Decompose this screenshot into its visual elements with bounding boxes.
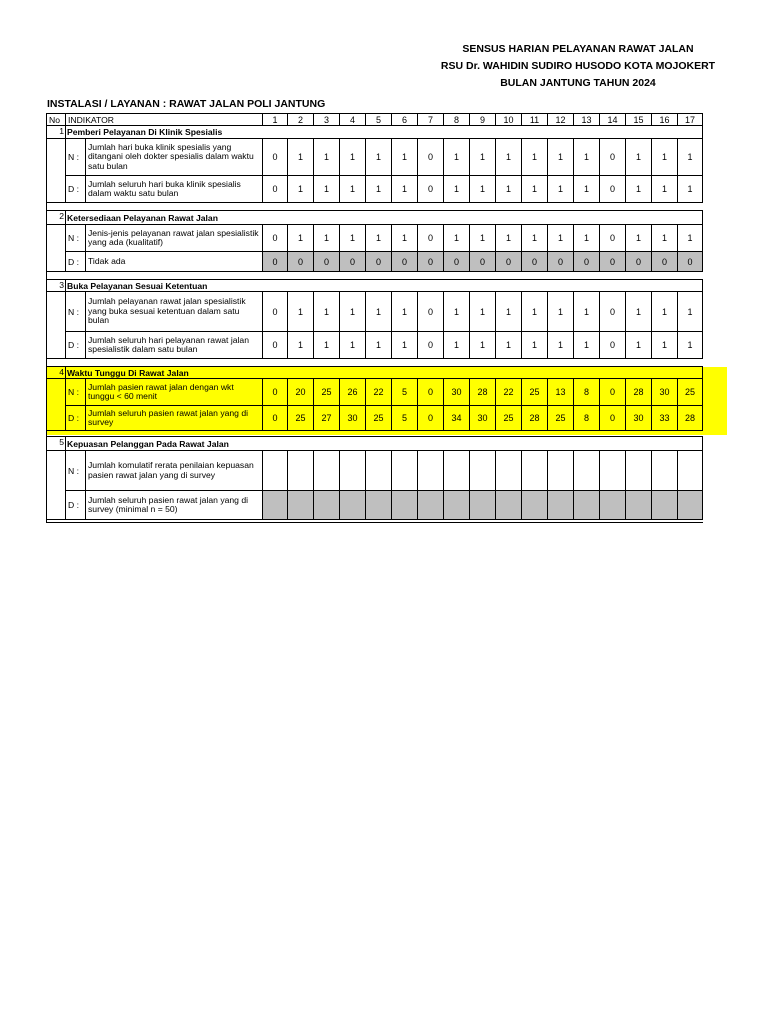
- day-value: 0: [314, 252, 340, 272]
- indicator-row: [47, 406, 703, 431]
- day-value: [392, 451, 418, 491]
- day-value: 0: [263, 252, 288, 272]
- report-title: SENSUS HARIAN PELAYANAN RAWAT JALAN: [462, 43, 694, 55]
- day-value: [366, 491, 392, 520]
- indicator-row: [47, 139, 703, 176]
- day-value: 1: [392, 139, 418, 176]
- day-value: 1: [470, 292, 496, 332]
- day-value: 25: [678, 379, 703, 406]
- section-title: Waktu Tunggu Di Rawat Jalan: [66, 367, 703, 379]
- day-header: 11: [522, 114, 548, 126]
- day-value: [444, 451, 470, 491]
- day-header: 14: [600, 114, 626, 126]
- day-value: 1: [548, 139, 574, 176]
- day-value: [652, 491, 678, 520]
- day-value: 1: [626, 292, 652, 332]
- indicator-row: [47, 379, 703, 406]
- day-value: 1: [678, 176, 703, 203]
- day-value: 28: [522, 406, 548, 431]
- day-value: 1: [314, 176, 340, 203]
- day-value: 1: [652, 225, 678, 252]
- day-value: 1: [314, 225, 340, 252]
- day-value: 1: [470, 139, 496, 176]
- day-value: 1: [288, 139, 314, 176]
- indicator-row: [47, 491, 703, 520]
- day-value: 1: [548, 292, 574, 332]
- day-value: 1: [366, 292, 392, 332]
- day-value: 1: [496, 176, 522, 203]
- day-value: 1: [444, 292, 470, 332]
- day-value: 0: [418, 292, 444, 332]
- row-label: N :: [66, 292, 86, 332]
- day-value: 0: [263, 379, 288, 406]
- day-value: 1: [522, 176, 548, 203]
- col-indikator-header: INDIKATOR: [66, 114, 263, 126]
- row-label: N :: [66, 451, 86, 491]
- spacer-row: [47, 359, 703, 367]
- day-value: 1: [626, 176, 652, 203]
- day-value: 1: [288, 225, 314, 252]
- day-value: [263, 491, 288, 520]
- day-value: 1: [314, 292, 340, 332]
- day-value: 0: [263, 406, 288, 431]
- day-value: [652, 451, 678, 491]
- day-value: 1: [340, 292, 366, 332]
- day-value: [626, 491, 652, 520]
- section-row: [47, 367, 703, 379]
- day-value: 1: [444, 139, 470, 176]
- day-value: 1: [340, 332, 366, 359]
- institution-label: INSTALASI / LAYANAN : RAWAT JALAN POLI JANTUNG: [47, 98, 326, 110]
- day-value: 1: [366, 176, 392, 203]
- section-number: 4: [47, 367, 66, 379]
- day-value: [418, 491, 444, 520]
- row-label: N :: [66, 139, 86, 176]
- day-value: 1: [470, 332, 496, 359]
- day-value: 1: [678, 292, 703, 332]
- day-value: 1: [314, 332, 340, 359]
- indicator-row: [47, 252, 703, 272]
- day-value: [522, 451, 548, 491]
- day-value: 1: [288, 332, 314, 359]
- day-value: 1: [392, 225, 418, 252]
- day-header: 8: [444, 114, 470, 126]
- indicator-text: Jenis-jenis pelayanan rawat jalan spesialistik yang ada (kualitatif): [86, 225, 263, 252]
- day-value: 22: [496, 379, 522, 406]
- day-value: 0: [600, 379, 626, 406]
- day-value: 28: [470, 379, 496, 406]
- day-value: 28: [678, 406, 703, 431]
- day-value: 0: [626, 252, 652, 272]
- day-value: [678, 451, 703, 491]
- day-header: 10: [496, 114, 522, 126]
- day-value: 0: [340, 252, 366, 272]
- day-value: 1: [626, 139, 652, 176]
- day-value: 25: [366, 406, 392, 431]
- day-value: 0: [600, 139, 626, 176]
- day-value: 1: [678, 139, 703, 176]
- day-value: 0: [418, 332, 444, 359]
- spacer-row: [47, 272, 703, 280]
- day-value: 5: [392, 379, 418, 406]
- day-value: 1: [522, 292, 548, 332]
- day-value: 26: [340, 379, 366, 406]
- day-value: 0: [496, 252, 522, 272]
- day-value: 1: [522, 225, 548, 252]
- day-header: 15: [626, 114, 652, 126]
- day-value: [470, 451, 496, 491]
- day-value: 1: [522, 139, 548, 176]
- day-value: 0: [263, 176, 288, 203]
- day-value: 1: [470, 225, 496, 252]
- day-value: 1: [574, 225, 600, 252]
- row-label: D :: [66, 491, 86, 520]
- day-value: 30: [340, 406, 366, 431]
- day-value: 1: [548, 176, 574, 203]
- day-value: 1: [366, 332, 392, 359]
- day-value: 28: [626, 379, 652, 406]
- day-value: 0: [263, 225, 288, 252]
- day-value: 25: [522, 379, 548, 406]
- indicator-text: Jumlah komulatif rerata penilaian kepuasan pasien rawat jalan yang di survey: [86, 451, 263, 491]
- day-value: 1: [444, 176, 470, 203]
- row-label: D :: [66, 252, 86, 272]
- day-value: [548, 451, 574, 491]
- day-value: 25: [548, 406, 574, 431]
- census-table: [46, 113, 703, 523]
- day-header: 13: [574, 114, 600, 126]
- day-value: 0: [288, 252, 314, 272]
- day-value: 30: [470, 406, 496, 431]
- day-value: 1: [652, 176, 678, 203]
- day-value: [626, 451, 652, 491]
- day-value: 0: [600, 332, 626, 359]
- indicator-text: Jumlah seluruh pasien rawat jalan yang di survey (minimal n = 50): [86, 491, 263, 520]
- day-value: 1: [496, 332, 522, 359]
- day-value: 1: [678, 225, 703, 252]
- day-value: [340, 491, 366, 520]
- day-value: 30: [652, 379, 678, 406]
- header-row: [47, 114, 703, 126]
- day-value: [418, 451, 444, 491]
- day-value: 0: [418, 406, 444, 431]
- table-body: [47, 114, 703, 523]
- day-value: [314, 491, 340, 520]
- day-header: 3: [314, 114, 340, 126]
- indicator-text: Jumlah seluruh pasien rawat jalan yang di survey: [86, 406, 263, 431]
- day-value: [263, 451, 288, 491]
- day-value: 1: [574, 176, 600, 203]
- day-value: [574, 451, 600, 491]
- indicator-text: Jumlah seluruh hari buka klinik spesialis dalam waktu satu bulan: [86, 176, 263, 203]
- day-value: 5: [392, 406, 418, 431]
- indicator-text: Tidak ada: [86, 252, 263, 272]
- section-row: [47, 280, 703, 292]
- day-header: 1: [263, 114, 288, 126]
- day-value: 25: [496, 406, 522, 431]
- indicator-text: Jumlah hari buka klinik spesialis yang ditangani oleh dokter spesialis dalam waktu satu bulan: [86, 139, 263, 176]
- section-title: Pemberi Pelayanan Di Klinik Spesialis: [66, 126, 703, 139]
- day-value: 0: [444, 252, 470, 272]
- indicator-row: [47, 225, 703, 252]
- indicator-row: [47, 451, 703, 491]
- day-value: 20: [288, 379, 314, 406]
- day-value: 0: [263, 292, 288, 332]
- day-header: 6: [392, 114, 418, 126]
- day-value: 30: [626, 406, 652, 431]
- row-label: D :: [66, 332, 86, 359]
- day-value: 13: [548, 379, 574, 406]
- spacer-row: [47, 203, 703, 211]
- col-no-header: No: [47, 114, 66, 126]
- day-value: 0: [263, 139, 288, 176]
- day-value: 0: [600, 252, 626, 272]
- day-value: 1: [392, 292, 418, 332]
- day-value: 1: [496, 139, 522, 176]
- day-value: [366, 451, 392, 491]
- day-value: 1: [444, 332, 470, 359]
- section-number: 3: [47, 280, 66, 292]
- day-value: 34: [444, 406, 470, 431]
- day-value: [470, 491, 496, 520]
- day-value: 0: [263, 332, 288, 359]
- day-header: 5: [366, 114, 392, 126]
- section-number: 1: [47, 126, 66, 139]
- day-value: 0: [574, 252, 600, 272]
- spacer-row: [47, 520, 703, 523]
- day-value: 1: [548, 225, 574, 252]
- day-value: 0: [418, 225, 444, 252]
- day-value: 1: [366, 139, 392, 176]
- day-value: 33: [652, 406, 678, 431]
- day-value: 8: [574, 379, 600, 406]
- day-value: 1: [574, 292, 600, 332]
- day-header: 17: [678, 114, 703, 126]
- day-value: 0: [418, 379, 444, 406]
- day-value: 0: [392, 252, 418, 272]
- indicator-text: Jumlah seluruh hari pelayanan rawat jalan spesialistik dalam satu bulan: [86, 332, 263, 359]
- day-value: 1: [652, 292, 678, 332]
- row-label: N :: [66, 379, 86, 406]
- day-value: 1: [548, 332, 574, 359]
- day-value: 1: [288, 176, 314, 203]
- day-value: [444, 491, 470, 520]
- day-value: 27: [314, 406, 340, 431]
- day-value: 1: [470, 176, 496, 203]
- section-row: [47, 126, 703, 139]
- day-value: 0: [652, 252, 678, 272]
- day-value: 0: [600, 176, 626, 203]
- day-value: 22: [366, 379, 392, 406]
- day-value: 0: [548, 252, 574, 272]
- day-value: 1: [444, 225, 470, 252]
- day-header: 16: [652, 114, 678, 126]
- day-value: 1: [496, 225, 522, 252]
- day-value: [600, 451, 626, 491]
- section-title: Kepuasan Pelanggan Pada Rawat Jalan: [66, 437, 703, 451]
- day-value: [288, 491, 314, 520]
- section-title: Ketersediaan Pelayanan Rawat Jalan: [66, 211, 703, 225]
- day-header: 4: [340, 114, 366, 126]
- day-header: 12: [548, 114, 574, 126]
- day-value: 0: [600, 292, 626, 332]
- day-value: 1: [340, 176, 366, 203]
- report-period: BULAN JANTUNG TAHUN 2024: [500, 77, 656, 89]
- day-value: 1: [392, 332, 418, 359]
- day-value: 1: [340, 139, 366, 176]
- day-value: 1: [314, 139, 340, 176]
- day-value: 0: [522, 252, 548, 272]
- indicator-row: [47, 332, 703, 359]
- day-header: 9: [470, 114, 496, 126]
- day-value: 1: [574, 332, 600, 359]
- section-number: 2: [47, 211, 66, 225]
- indicator-row: [47, 176, 703, 203]
- day-value: 1: [496, 292, 522, 332]
- day-value: [392, 491, 418, 520]
- section-row: [47, 211, 703, 225]
- day-value: 30: [444, 379, 470, 406]
- section-title: Buka Pelayanan Sesuai Ketentuan: [66, 280, 703, 292]
- day-value: 1: [678, 332, 703, 359]
- day-value: [678, 491, 703, 520]
- row-label: D :: [66, 406, 86, 431]
- day-value: [548, 491, 574, 520]
- day-value: 1: [366, 225, 392, 252]
- day-value: 1: [392, 176, 418, 203]
- day-value: 0: [418, 252, 444, 272]
- indicator-text: Jumlah pasien rawat jalan dengan wkt tunggu < 60 menit: [86, 379, 263, 406]
- day-value: [574, 491, 600, 520]
- day-value: 1: [522, 332, 548, 359]
- day-value: 1: [652, 139, 678, 176]
- day-value: 0: [418, 176, 444, 203]
- day-value: 0: [418, 139, 444, 176]
- day-value: 0: [678, 252, 703, 272]
- day-value: 0: [600, 406, 626, 431]
- day-value: [288, 451, 314, 491]
- row-label: N :: [66, 225, 86, 252]
- day-value: [600, 491, 626, 520]
- day-value: [496, 491, 522, 520]
- indicator-text: Jumlah pelayanan rawat jalan spesialistik yang buka sesuai ketentuan dalam satu bulan: [86, 292, 263, 332]
- section-number: 5: [47, 437, 66, 451]
- day-header: 2: [288, 114, 314, 126]
- day-value: 0: [366, 252, 392, 272]
- day-value: 1: [340, 225, 366, 252]
- day-value: 1: [652, 332, 678, 359]
- day-value: 25: [314, 379, 340, 406]
- day-value: [340, 451, 366, 491]
- indicator-row: [47, 292, 703, 332]
- day-value: [314, 451, 340, 491]
- day-header: 7: [418, 114, 444, 126]
- day-value: [496, 451, 522, 491]
- day-value: [522, 491, 548, 520]
- day-value: 1: [288, 292, 314, 332]
- day-value: 1: [574, 139, 600, 176]
- day-value: 25: [288, 406, 314, 431]
- day-value: 1: [626, 225, 652, 252]
- day-value: 8: [574, 406, 600, 431]
- day-value: 0: [600, 225, 626, 252]
- row-label: D :: [66, 176, 86, 203]
- hospital-name: RSU Dr. WAHIDIN SUDIRO HUSODO KOTA MOJOKERT: [440, 60, 716, 72]
- section-row: [47, 437, 703, 451]
- day-value: 1: [626, 332, 652, 359]
- day-value: 0: [470, 252, 496, 272]
